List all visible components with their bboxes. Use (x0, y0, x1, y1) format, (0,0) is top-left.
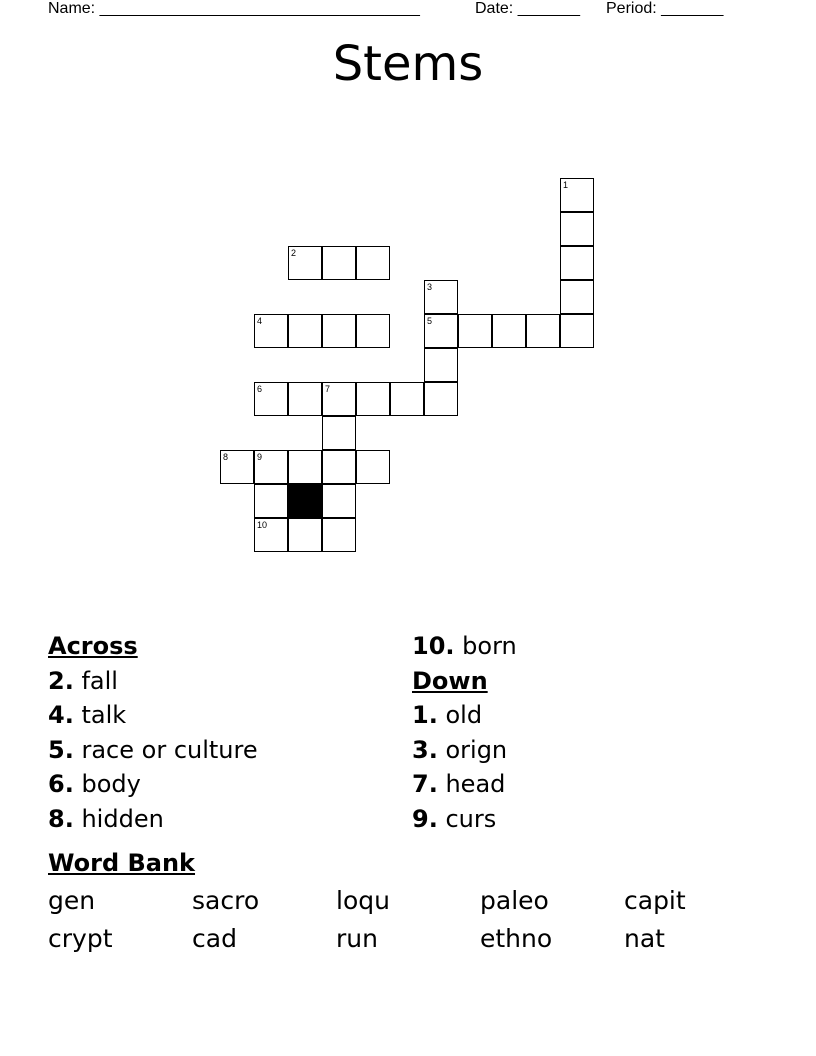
clue-number: 2 (291, 248, 297, 258)
clue-item-text: race or culture (81, 735, 258, 764)
clue-item-text: curs (445, 804, 497, 833)
crossword-cell[interactable] (322, 314, 356, 348)
clue-number: 1 (563, 180, 569, 190)
clue-item-text: body (81, 770, 141, 798)
down-clues (412, 629, 517, 836)
word-bank-item: gen (48, 886, 96, 915)
word-bank-item: cad (192, 924, 237, 953)
date-field-label: Date: _______ (475, 0, 580, 17)
crossword-cell[interactable] (560, 280, 594, 314)
clue-number: 9 (257, 452, 263, 462)
crossword-cell[interactable] (322, 246, 356, 280)
crossword-cell[interactable] (492, 314, 526, 348)
word-bank-item: nat (624, 924, 665, 953)
clue-number: 6 (257, 384, 263, 394)
crossword-cell[interactable] (424, 382, 458, 416)
crossword-cell[interactable] (254, 382, 288, 416)
crossword-cell[interactable] (526, 314, 560, 348)
clue-item-text: born (462, 632, 517, 660)
clue-number: 5 (427, 316, 433, 326)
clue-item (48, 733, 258, 768)
word-bank-title: Word Bank (48, 849, 196, 877)
name-field-label: Name: ____________________________________ (48, 0, 420, 17)
clue-number: 10 (257, 520, 268, 530)
crossword-cell[interactable] (220, 450, 254, 484)
word-bank-item: paleo (480, 886, 549, 915)
clue-item (48, 698, 258, 733)
clue-item-text: old (445, 701, 483, 729)
clue-number: 7 (325, 384, 331, 394)
clue-item-number: 9. (412, 804, 438, 833)
crossword-cell[interactable] (356, 450, 390, 484)
clue-item-number: 1. (412, 701, 438, 729)
clue-item-number: 4. (48, 701, 74, 729)
clue-item-text: hidden (81, 804, 164, 833)
crossword-cell[interactable] (254, 314, 288, 348)
clue-item-number: 7. (412, 770, 438, 798)
clue-item (412, 698, 517, 733)
crossword-cell[interactable] (322, 518, 356, 552)
crossword-cell[interactable] (424, 314, 458, 348)
clue-number: 4 (257, 316, 263, 326)
clue-item (48, 664, 258, 699)
crossword-cell[interactable] (560, 212, 594, 246)
crossword-cell[interactable] (322, 416, 356, 450)
crossword-cell[interactable] (390, 382, 424, 416)
crossword-cell[interactable] (356, 246, 390, 280)
clue-item (412, 629, 517, 664)
period-field-label: Period: _______ (606, 0, 724, 17)
crossword-cell[interactable] (288, 246, 322, 280)
clue-item (412, 802, 517, 837)
clue-item-number: 6. (48, 770, 74, 798)
clue-item-text: orign (445, 735, 508, 764)
crossword-cell[interactable] (254, 484, 288, 518)
word-bank-item: capit (624, 886, 686, 915)
clue-item-text: talk (81, 701, 127, 729)
across-heading: Across (48, 632, 138, 660)
clue-item-number: 10. (412, 632, 455, 660)
crossword-cell[interactable] (322, 484, 356, 518)
word-bank-item: run (336, 924, 378, 953)
clue-item (48, 802, 258, 837)
word-bank-item: ethno (480, 924, 553, 953)
down-heading: Down (412, 666, 488, 695)
crossword-cell[interactable] (356, 382, 390, 416)
clue-number: 8 (223, 452, 229, 462)
crossword-cell[interactable] (322, 450, 356, 484)
clue-item-number: 3. (412, 735, 438, 764)
crossword-cell[interactable] (424, 348, 458, 382)
word-bank-item: crypt (48, 924, 113, 953)
clue-item (412, 767, 517, 802)
across-clues (48, 629, 258, 836)
clue-item-text: fall (81, 666, 118, 695)
word-bank-item: loqu (336, 886, 390, 915)
crossword-black-cell (288, 484, 322, 518)
clue-item-number: 2. (48, 666, 74, 695)
crossword-cell[interactable] (560, 246, 594, 280)
clue-item-text: head (445, 770, 506, 798)
crossword-cell[interactable] (254, 450, 288, 484)
clue-item (48, 767, 258, 802)
crossword-cell[interactable] (288, 314, 322, 348)
clue-item (412, 733, 517, 768)
clue-number: 3 (427, 282, 433, 292)
crossword-cell[interactable] (254, 518, 288, 552)
crossword-cell[interactable] (458, 314, 492, 348)
clue-item-number: 8. (48, 804, 74, 833)
page-title: Stems (332, 36, 484, 92)
crossword-cell[interactable] (560, 178, 594, 212)
word-bank-item: sacro (192, 886, 260, 915)
clue-item-number: 5. (48, 735, 74, 764)
crossword-cell[interactable] (356, 314, 390, 348)
crossword-cell[interactable] (322, 382, 356, 416)
crossword-cell[interactable] (288, 382, 322, 416)
crossword-cell[interactable] (288, 450, 322, 484)
crossword-cell[interactable] (424, 280, 458, 314)
crossword-cell[interactable] (560, 314, 594, 348)
crossword-cell[interactable] (288, 518, 322, 552)
